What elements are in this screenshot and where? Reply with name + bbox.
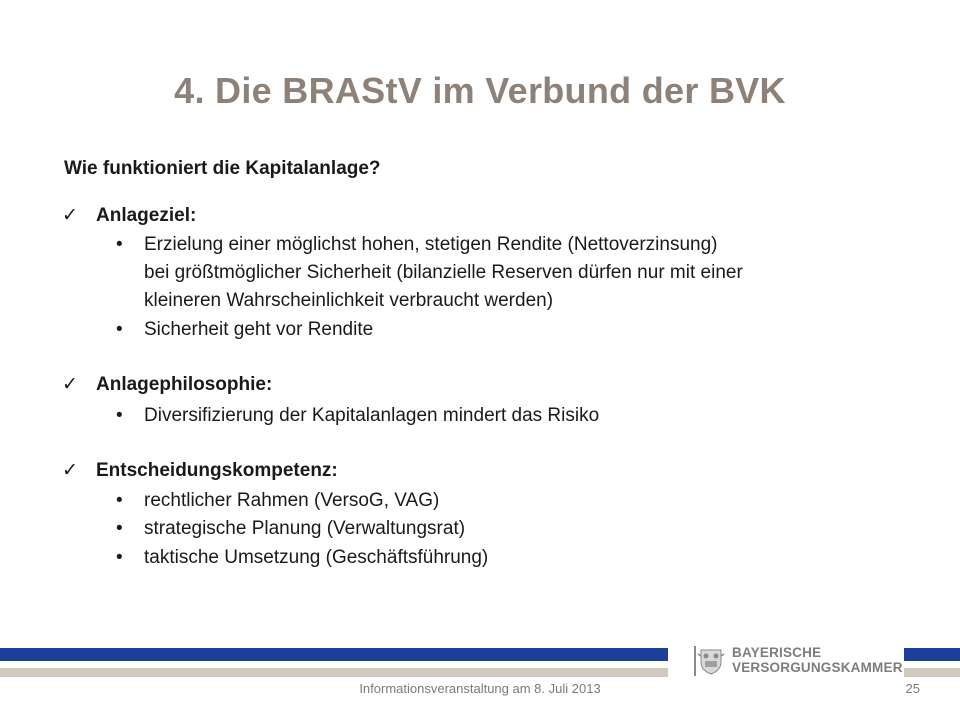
coat-of-arms-icon (694, 646, 726, 676)
bvk-logo (694, 644, 903, 680)
logo-text (732, 645, 903, 675)
bullet-icon: • (116, 234, 123, 255)
bullet-icon: • (116, 319, 123, 340)
list-item-text: taktische Umsetzung (Geschäftsführung) (144, 547, 489, 568)
section-heading-label: Anlagephilosophie: (96, 374, 273, 395)
bullet-icon: • (116, 490, 123, 511)
list-item-text: strategische Planung (Verwaltungsrat) (144, 518, 466, 539)
section-heading-anlageziel (62, 204, 196, 227)
list-item-text: kleineren Wahrscheinlichkeit verbraucht werden) (144, 290, 554, 311)
section-heading-entscheidungskompetenz (62, 459, 338, 482)
section-heading-label: Anlageziel: (96, 205, 197, 226)
slide-subtitle: Wie funktioniert die Kapitalanlage? (64, 158, 381, 179)
bullet-icon: • (116, 405, 123, 426)
list-item-text: Diversifizierung der Kapitalanlagen mindert das Risiko (144, 405, 600, 426)
slide-title: 4. Die BRAStV im Verbund der BVK (174, 70, 786, 111)
list-item-text: bei größtmöglicher Sicherheit (bilanzielle Reserven dürfen nur mit einer (144, 262, 743, 283)
logo-line-2: VERSORGUNGSKAMMER (732, 660, 903, 675)
footer-text: Informationsveranstaltung am 8. Juli 2013 (359, 681, 601, 696)
section-heading-label: Entscheidungskompetenz: (96, 460, 338, 481)
section-heading-anlagephilosophie (62, 373, 272, 396)
list-item-text: rechtlicher Rahmen (VersoG, VAG) (144, 490, 440, 511)
logo-line-1: BAYERISCHE (732, 645, 822, 660)
checkmark-icon: ✓ (62, 374, 78, 395)
footer-bar-blue-right (904, 648, 960, 661)
list-item-text: Erzielung einer möglichst hohen, stetigen Rendite (Nettoverzinsung) (144, 234, 718, 255)
bullet-icon: • (116, 547, 123, 568)
checkmark-icon: ✓ (62, 460, 78, 481)
footer-bar-blue (0, 648, 668, 661)
footer-bar-tan-right (904, 668, 960, 677)
bullet-icon: • (116, 518, 123, 539)
list-item-text: Sicherheit geht vor Rendite (144, 319, 374, 340)
page-number: 25 (905, 681, 920, 696)
checkmark-icon: ✓ (62, 205, 78, 226)
footer-bar-tan (0, 668, 668, 677)
